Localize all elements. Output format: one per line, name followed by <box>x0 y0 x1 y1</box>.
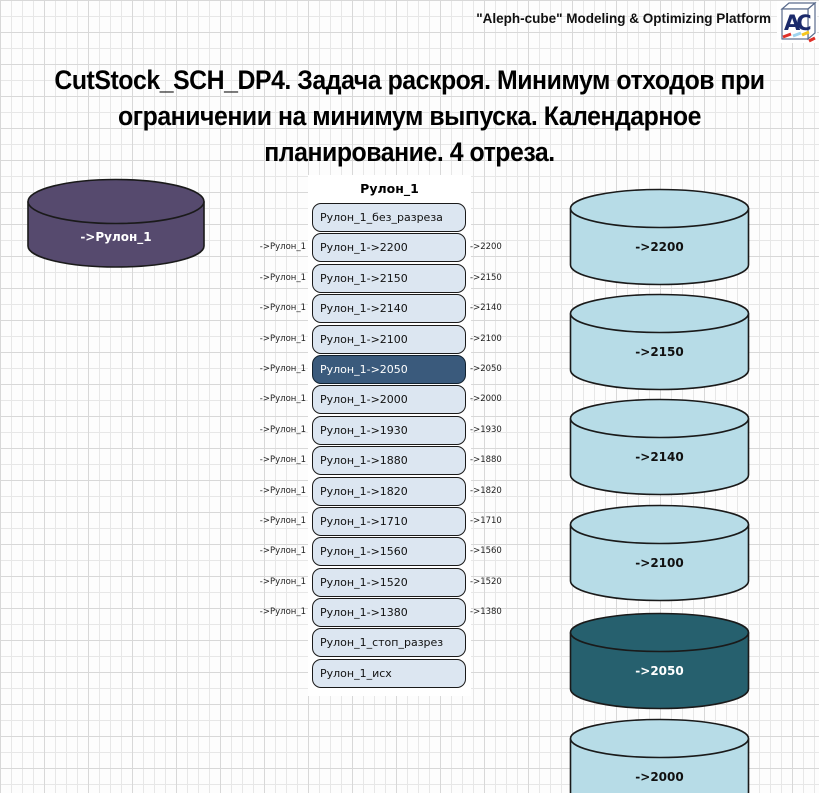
pattern-row-Рулон_1-2140[interactable]: Рулон_1->2140 <box>312 294 466 323</box>
right-port-label: ->2140 <box>470 303 502 314</box>
pattern-row-Рулон_1-1820[interactable]: Рулон_1->1820 <box>312 477 466 506</box>
cylinder-shape-icon <box>569 188 750 286</box>
page-title-line-2: ограничении на минимум выпуска. Календарное <box>118 101 701 131</box>
pattern-row-Рулон_1-1710[interactable]: Рулон_1->1710 <box>312 507 466 536</box>
right-port-label: ->2150 <box>470 272 502 283</box>
right-port-label: ->1520 <box>470 576 502 587</box>
pattern-row-Рулон_1-2050[interactable]: Рулон_1->2050 <box>312 355 466 384</box>
source-cylinder-rulon-1[interactable] <box>27 178 205 270</box>
left-port-label: ->Рулон_1 <box>259 424 306 435</box>
output-cylinder-label: ->2140 <box>635 450 684 464</box>
pattern-row-Рулон_1-1380[interactable]: Рулон_1->1380 <box>312 598 466 627</box>
pattern-row-Рулон_1-2150[interactable]: Рулон_1->2150 <box>312 264 466 293</box>
left-port-label: ->Рулон_1 <box>259 607 306 618</box>
pattern-row-Рулон_1-1520[interactable]: Рулон_1->1520 <box>312 568 466 597</box>
output-cylinder-2100[interactable] <box>569 504 750 602</box>
right-port-label: ->1820 <box>470 485 502 496</box>
right-port-label: ->2000 <box>470 394 502 405</box>
cylinder-shape-icon <box>569 612 750 710</box>
right-port-label: ->1930 <box>470 424 502 435</box>
cylinder-shape-icon <box>569 293 750 391</box>
left-port-label: ->Рулон_1 <box>259 272 306 283</box>
left-port-label: ->Рулон_1 <box>259 455 306 466</box>
output-cylinder-label: ->2050 <box>635 664 684 678</box>
left-port-label: ->Рулон_1 <box>259 303 306 314</box>
cylinder-shape-icon <box>569 504 750 602</box>
page-title <box>0 62 819 170</box>
pattern-panel-title: Рулон_1 <box>360 181 419 196</box>
right-port-label: ->1560 <box>470 546 502 557</box>
right-port-label: ->1710 <box>470 516 502 526</box>
left-port-label: ->Рулон_1 <box>259 576 306 587</box>
cutting-pattern-list <box>312 203 466 689</box>
output-cylinder-label: ->2150 <box>635 345 684 359</box>
right-port-label: ->2050 <box>470 364 502 374</box>
output-cylinder-label: ->2100 <box>635 556 684 570</box>
left-port-label: ->Рулон_1 <box>259 394 306 405</box>
pattern-row-Рулон_1-2100[interactable]: Рулон_1->2100 <box>312 325 466 354</box>
cylinder-shape-icon <box>27 178 205 270</box>
output-cylinder-label: ->2200 <box>635 240 684 254</box>
right-port-label: ->1380 <box>470 607 502 618</box>
left-port-label: ->Рулон_1 <box>259 364 306 374</box>
pattern-row-Рулон_1-2200[interactable]: Рулон_1->2200 <box>312 233 466 262</box>
pattern-row-Рулон_1_стоп_разрез[interactable]: Рулон_1_стоп_разрез <box>312 628 466 657</box>
right-port-label: ->2200 <box>470 242 502 253</box>
left-port-label: ->Рулон_1 <box>259 242 306 253</box>
left-port-label: ->Рулон_1 <box>259 546 306 557</box>
output-cylinder-2200[interactable] <box>569 188 750 286</box>
pattern-row-Рулон_1-1560[interactable]: Рулон_1->1560 <box>312 537 466 566</box>
output-cylinder-2000[interactable] <box>569 718 750 793</box>
left-port-label: ->Рулон_1 <box>259 516 306 526</box>
output-cylinder-2050[interactable] <box>569 612 750 710</box>
pattern-row-Рулон_1-1930[interactable]: Рулон_1->1930 <box>312 416 466 445</box>
pattern-row-Рулон_1_без_разреза[interactable]: Рулон_1_без_разреза <box>312 203 466 232</box>
platform-title: "Aleph-cube" Modeling & Optimizing Platform <box>476 11 771 26</box>
source-cylinder-label: ->Рулон_1 <box>80 230 152 244</box>
left-port-label: ->Рулон_1 <box>259 333 306 344</box>
right-port-label: ->2100 <box>470 333 502 344</box>
svg-text:AC: AC <box>784 11 808 35</box>
output-cylinder-2140[interactable] <box>569 398 750 496</box>
pattern-row-Рулон_1_исх[interactable]: Рулон_1_исх <box>312 659 466 688</box>
page-title-line-1: CutStock_SCH_DP4. Задача раскроя. Минимум отходов при <box>54 65 765 95</box>
cylinder-shape-icon <box>569 398 750 496</box>
left-port-label: ->Рулон_1 <box>259 485 306 496</box>
pattern-row-Рулон_1-1880[interactable]: Рулон_1->1880 <box>312 446 466 475</box>
right-port-label: ->1880 <box>470 455 502 466</box>
aleph-cube-logo-icon <box>777 1 817 43</box>
pattern-row-Рулон_1-2000[interactable]: Рулон_1->2000 <box>312 385 466 414</box>
output-cylinder-2150[interactable] <box>569 293 750 391</box>
output-cylinder-label: ->2000 <box>635 770 684 784</box>
page-title-line-3: планирование. 4 отреза. <box>264 137 555 167</box>
